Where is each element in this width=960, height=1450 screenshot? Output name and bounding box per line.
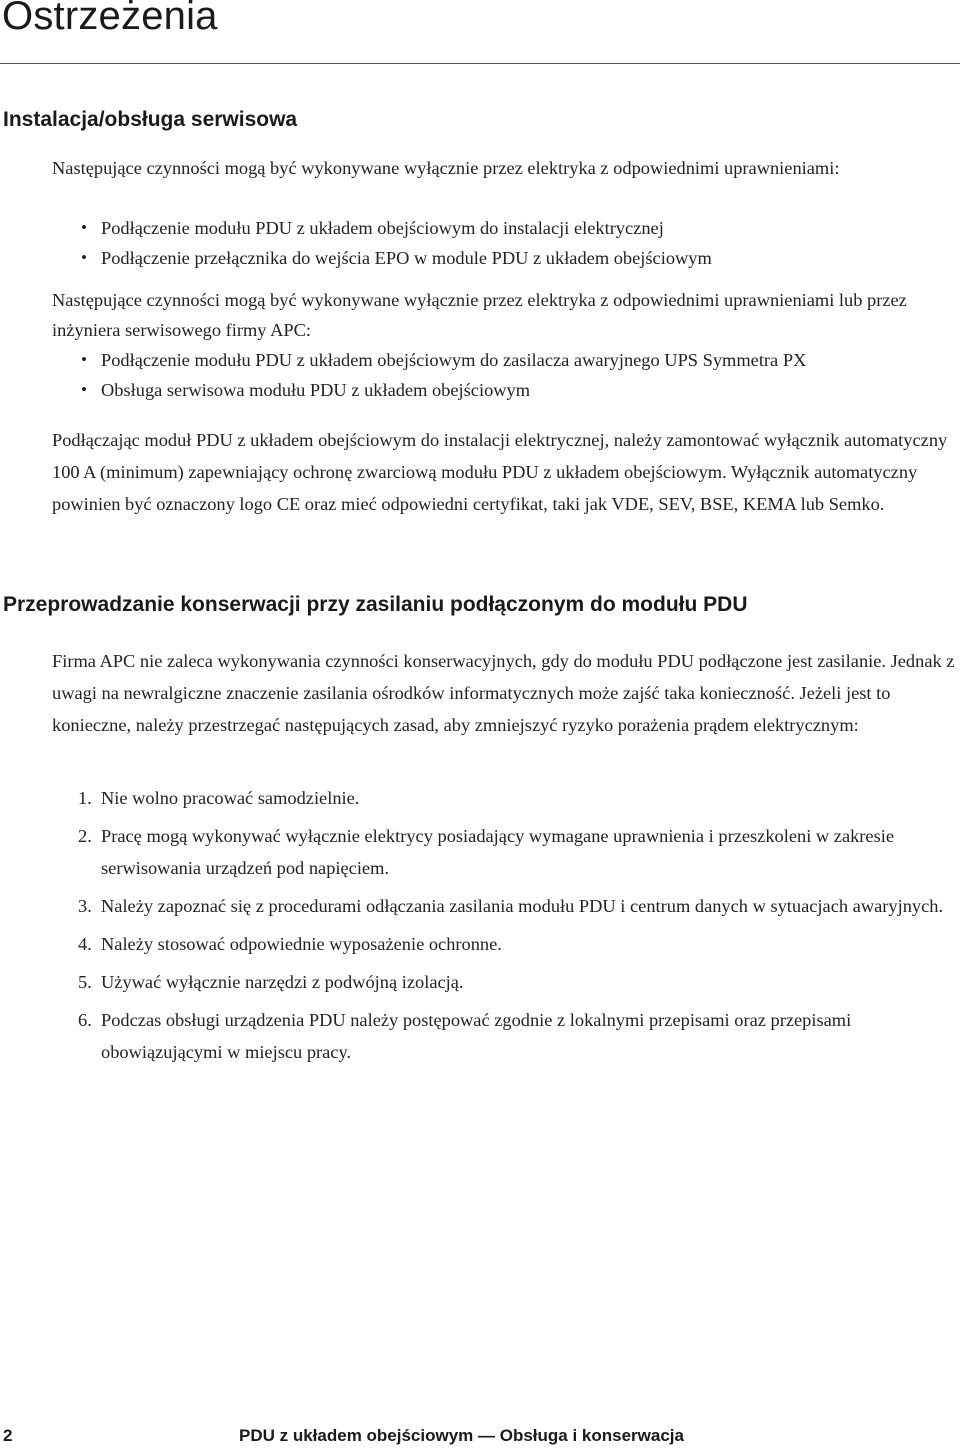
list-item: 3. Należy zapoznać się z procedurami odłączania zasilania modułu PDU i centrum danych w sytuacjach awaryjnych. (78, 896, 944, 916)
bullet-icon: • (81, 350, 87, 369)
list-item: 1. Nie wolno pracować samodzielnie. (78, 788, 360, 808)
bullet-icon: • (81, 218, 87, 237)
page-title: Ostrzeżenia (2, 0, 218, 38)
bullet-icon: • (81, 380, 87, 399)
numbered-list-safety-rules (52, 782, 957, 1068)
paragraph-maintenance-warning: Firma APC nie zaleca wykonywania czynności konserwacyjnych, gdy do modułu PDU podłączone jest zasilanie. Jednak z uwagi na newralgiczne znaczenie zasilania ośrodków informatycznych może zajść taka konieczność. Jeżeli jest to konieczne, należy przestrzegać następujących zasad, aby zmniejszyć ryzyko porażenia prądem elektrycznym: (52, 651, 955, 735)
paragraph-electrician-or-engineer: Następujące czynności mogą być wykonywane wyłącznie przez elektryka z odpowiednimi uprawnieniami lub przez inżyniera serwisowego firmy APC: (52, 290, 907, 340)
list-item: 2. Pracę mogą wykonywać wyłącznie elektrycy posiadający wymagane uprawnienia i przeszkoleni w zakresie serwisowania urządzeń pod napięciem. (78, 826, 895, 878)
list-item: • Podłączenie przełącznika do wejścia EPO w module PDU z układem obejściowym (52, 243, 957, 273)
footer-document-title: PDU z układem obejściowym — Obsługa i konserwacja (239, 1426, 684, 1445)
list-item: 6. Podczas obsługi urządzenia PDU należy postępować zgodnie z lokalnymi przepisami oraz przepisami obowiązującymi w miejscu pracy. (78, 1010, 852, 1062)
list-item: • Podłączenie modułu PDU z układem obejściowym do instalacji elektrycznej (52, 213, 957, 243)
footer-page-number: 2 (3, 1426, 13, 1445)
bullet-icon: • (81, 248, 87, 267)
list-item: 5. Używać wyłącznie narzędzi z podwójną izolacją. (78, 972, 464, 992)
bullet-list-service-tasks (52, 345, 957, 405)
title-divider (0, 63, 960, 64)
paragraph-circuit-breaker: Podłączając moduł PDU z układem obejściowym do instalacji elektrycznej, należy zamontować wyłącznik automatyczny 100 A (minimum) zapewniający ochronę zwarciową modułu PDU z układem obejściowym. Wyłącznik automatyczny powinien być oznaczony logo CE oraz mieć odpowiedni certyfikat, taki jak VDE, SEV, BSE, KEMA lub Semko. (52, 430, 948, 514)
section-heading-live-maintenance: Przeprowadzanie konserwacji przy zasilaniu podłączonym do modułu PDU (3, 593, 748, 616)
bullet-list-electrician-tasks (52, 213, 957, 273)
paragraph-electrician-only: Następujące czynności mogą być wykonywane wyłącznie przez elektryka z odpowiednimi uprawnieniami: (52, 158, 840, 178)
list-item: 4. Należy stosować odpowiednie wyposażenie ochronne. (78, 934, 502, 954)
list-item: • Obsługa serwisowa modułu PDU z układem obejściowym (52, 375, 957, 405)
list-item: • Podłączenie modułu PDU z układem obejściowym do zasilacza awaryjnego UPS Symmetra PX (52, 345, 957, 375)
section-heading-installation: Instalacja/obsługa serwisowa (3, 108, 298, 131)
